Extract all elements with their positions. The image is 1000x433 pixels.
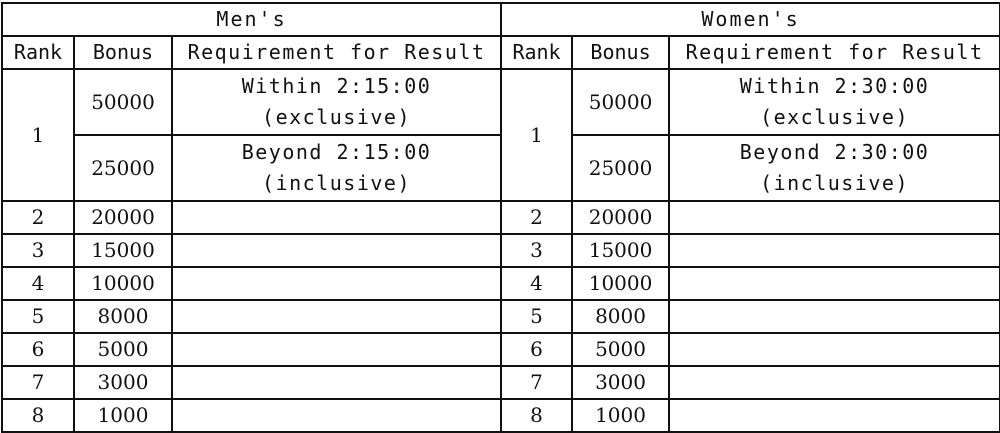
women-rank-cell: 8 xyxy=(501,399,572,432)
women-bonus-cell: 25000 xyxy=(572,135,669,201)
women-rank-cell: 1 xyxy=(501,69,572,201)
men-bonus-cell: 25000 xyxy=(74,135,172,201)
table-row xyxy=(2,300,1000,333)
requirement-line: Within 2:15:00 xyxy=(241,74,432,98)
men-bonus-cell: 50000 xyxy=(74,69,172,135)
men-rank-cell: 3 xyxy=(2,234,74,267)
men-requirement-header: Requirement for Result xyxy=(172,36,501,69)
men-rank-cell: 5 xyxy=(2,300,74,333)
men-requirement-cell xyxy=(172,300,501,333)
women-bonus-header: Bonus xyxy=(572,36,669,69)
men-requirement-cell xyxy=(172,333,501,366)
women-rank-cell: 6 xyxy=(501,333,572,366)
men-rank-cell: 1 xyxy=(2,69,74,201)
men-bonus-header: Bonus xyxy=(74,36,172,69)
women-rank-cell: 5 xyxy=(501,300,572,333)
women-rank-cell: 4 xyxy=(501,267,572,300)
table-row xyxy=(2,366,1000,399)
women-rank-cell: 3 xyxy=(501,234,572,267)
women-bonus-cell: 5000 xyxy=(572,333,669,366)
men-requirement-cell xyxy=(172,135,501,201)
requirement-line: (inclusive) xyxy=(262,171,411,195)
women-bonus-cell: 10000 xyxy=(572,267,669,300)
women-requirement-cell xyxy=(669,69,1000,135)
men-bonus-cell: 3000 xyxy=(74,366,172,399)
bonus-table xyxy=(1,2,1000,433)
men-requirement-cell xyxy=(172,201,501,234)
men-requirement-cell xyxy=(172,267,501,300)
men-rank-cell: 8 xyxy=(2,399,74,432)
requirement-line: (inclusive) xyxy=(760,171,910,195)
women-section-header: Women's xyxy=(501,3,1000,36)
men-rank-cell: 4 xyxy=(2,267,74,300)
men-requirement-cell xyxy=(172,366,501,399)
column-header-row xyxy=(2,36,1000,69)
men-rank-cell: 2 xyxy=(2,201,74,234)
requirement-line: (exclusive) xyxy=(262,105,411,129)
men-bonus-cell: 5000 xyxy=(74,333,172,366)
table-row xyxy=(2,399,1000,432)
men-bonus-cell: 15000 xyxy=(74,234,172,267)
requirement-line: Beyond 2:30:00 xyxy=(739,140,930,164)
table-row xyxy=(2,135,1000,201)
women-requirement-cell xyxy=(669,201,1000,234)
men-rank-cell: 6 xyxy=(2,333,74,366)
women-requirement-cell xyxy=(669,333,1000,366)
men-requirement-cell xyxy=(172,399,501,432)
women-rank-cell: 7 xyxy=(501,366,572,399)
table-row xyxy=(2,201,1000,234)
women-bonus-cell: 15000 xyxy=(572,234,669,267)
women-rank-cell: 2 xyxy=(501,201,572,234)
women-bonus-cell: 8000 xyxy=(572,300,669,333)
table-row xyxy=(2,267,1000,300)
women-rank-header: Rank xyxy=(501,36,572,69)
table-row xyxy=(2,69,1000,135)
women-bonus-cell: 50000 xyxy=(572,69,669,135)
men-bonus-cell: 1000 xyxy=(74,399,172,432)
requirement-line: Beyond 2:15:00 xyxy=(241,140,432,164)
requirement-line: Within 2:30:00 xyxy=(739,74,930,98)
men-bonus-cell: 10000 xyxy=(74,267,172,300)
men-requirement-cell xyxy=(172,69,501,135)
men-rank-header: Rank xyxy=(2,36,74,69)
men-rank-cell: 7 xyxy=(2,366,74,399)
women-requirement-cell xyxy=(669,300,1000,333)
women-requirement-cell xyxy=(669,267,1000,300)
table-row xyxy=(2,333,1000,366)
table-row xyxy=(2,234,1000,267)
women-requirement-cell xyxy=(669,399,1000,432)
men-requirement-cell xyxy=(172,234,501,267)
women-bonus-cell: 1000 xyxy=(572,399,669,432)
women-bonus-cell: 3000 xyxy=(572,366,669,399)
women-requirement-cell xyxy=(669,135,1000,201)
men-section-header: Men's xyxy=(2,3,501,36)
women-requirement-cell xyxy=(669,234,1000,267)
men-bonus-cell: 8000 xyxy=(74,300,172,333)
men-bonus-cell: 20000 xyxy=(74,201,172,234)
requirement-line: (exclusive) xyxy=(760,105,910,129)
section-header-row xyxy=(2,3,1000,36)
women-requirement-header: Requirement for Result xyxy=(669,36,1000,69)
women-bonus-cell: 20000 xyxy=(572,201,669,234)
women-requirement-cell xyxy=(669,366,1000,399)
